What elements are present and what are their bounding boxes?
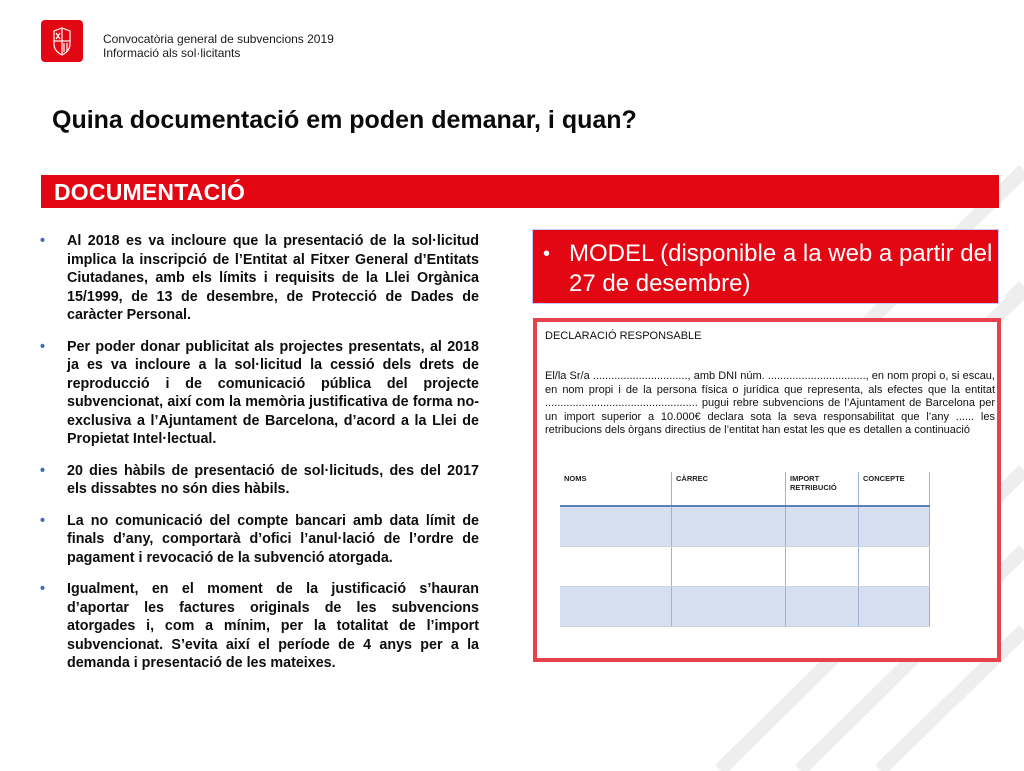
table-cell bbox=[786, 587, 859, 627]
model-callout bbox=[532, 229, 999, 304]
table-cell bbox=[859, 587, 930, 627]
table-row bbox=[560, 587, 930, 627]
section-bar bbox=[41, 175, 999, 208]
page-title: Quina documentació em poden demanar, i quan? bbox=[52, 106, 637, 134]
table-cell bbox=[672, 587, 786, 627]
bullet-icon: • bbox=[40, 338, 46, 355]
barcelona-shield-icon bbox=[41, 20, 83, 62]
table-row bbox=[560, 547, 930, 587]
bullet-icon: • bbox=[40, 233, 46, 249]
bullet-item bbox=[39, 580, 479, 673]
model-text: MODEL (disponible a la web a partir del 27 de desembre) bbox=[569, 240, 993, 297]
table-cell bbox=[672, 506, 786, 547]
table-cell bbox=[672, 547, 786, 587]
table-row bbox=[560, 506, 930, 547]
bullet-item bbox=[39, 462, 479, 499]
bullet-text: 20 dies hàbils de presentació de sol·licituds, des del 2017 els dissabtes no són dies hàbils. bbox=[67, 462, 479, 497]
declaration-heading: DECLARACIÓ RESPONSABLE bbox=[545, 330, 702, 342]
table-cell bbox=[786, 547, 859, 587]
table-header-row bbox=[560, 472, 930, 506]
table-cell bbox=[560, 547, 672, 587]
header-line-2: Informació als sol·licitants bbox=[103, 46, 241, 60]
bullet-list bbox=[39, 232, 479, 686]
bullet-icon: • bbox=[40, 462, 46, 479]
bullet-item bbox=[39, 232, 479, 325]
bullet-item bbox=[39, 338, 479, 449]
table-cell bbox=[786, 506, 859, 547]
bullet-icon: • bbox=[40, 581, 46, 597]
column-header: NOMS bbox=[560, 472, 672, 506]
bullet-text: Igualment, en el moment de la justificació s’hauran d’aportar les factures originals de les subvencions atorgades i, com a mínim, per la totalitat de l’import subvencionat. S’evita així el període de 4 anys per a la demanda i presentació de les mateixes. bbox=[67, 581, 479, 671]
city-logo bbox=[41, 20, 83, 62]
retribution-table bbox=[560, 472, 930, 627]
column-header: CONCEPTE bbox=[859, 472, 930, 506]
declaration-body: El/la Sr/a ..............................., amb DNI núm. ................................, en nom propi o, si escau, en nom propi i de la persona física o jurídica que representa, als efectes que la entitat .................................................. pugui rebre subvencions de l’Ajuntament de Barcelona per un import superior a 10.000€ declara sota la seva responsabilitat que l’any ...... les retribucions dels òrgans directius de l’entitat han estat les que es detallen a continuació bbox=[545, 370, 995, 436]
bullet-icon: • bbox=[40, 512, 46, 529]
table-cell bbox=[859, 547, 930, 587]
bullet-item bbox=[39, 512, 479, 568]
header-line-1: Convocatòria general de subvencions 2019 bbox=[103, 32, 334, 46]
table-cell bbox=[560, 506, 672, 547]
table-cell bbox=[560, 587, 672, 627]
header bbox=[103, 32, 334, 60]
bullet-text: Al 2018 es va incloure que la presentació de la sol·licitud implica la inscripció de l’Entitat al Fitxer General d’Entitats Ciutadanes, amb els límits i requisits de la Llei Orgànica 15/1999, de 13 de desembre, de Protecció de Dades de caràcter Personal. bbox=[67, 233, 479, 323]
bullet-icon: • bbox=[543, 243, 551, 265]
section-title: DOCUMENTACIÓ bbox=[54, 179, 246, 205]
column-header: IMPORT RETRIBUCIÓ bbox=[786, 472, 859, 506]
declaration-form bbox=[533, 318, 1001, 662]
bullet-text: Per poder donar publicitat als projectes presentats, al 2018 ja es va incloure a la sol·licitud la cessió dels drets de reproducció i de comunicació pública del projecte subvencionat, així com la memòria justificativa de forma no- exclusiva a l’Ajuntament de Barcelona, d’acord a la Llei de Propietat Intel·lectual. bbox=[67, 338, 479, 447]
bullet-text: La no comunicació del compte bancari amb data límit de finals d’any, comportarà d’ofici l’anul·lació de l’ordre de pagament i revocació de la subvenció atorgada. bbox=[67, 512, 479, 566]
table-cell bbox=[859, 506, 930, 547]
column-header: CÀRREC bbox=[672, 472, 786, 506]
